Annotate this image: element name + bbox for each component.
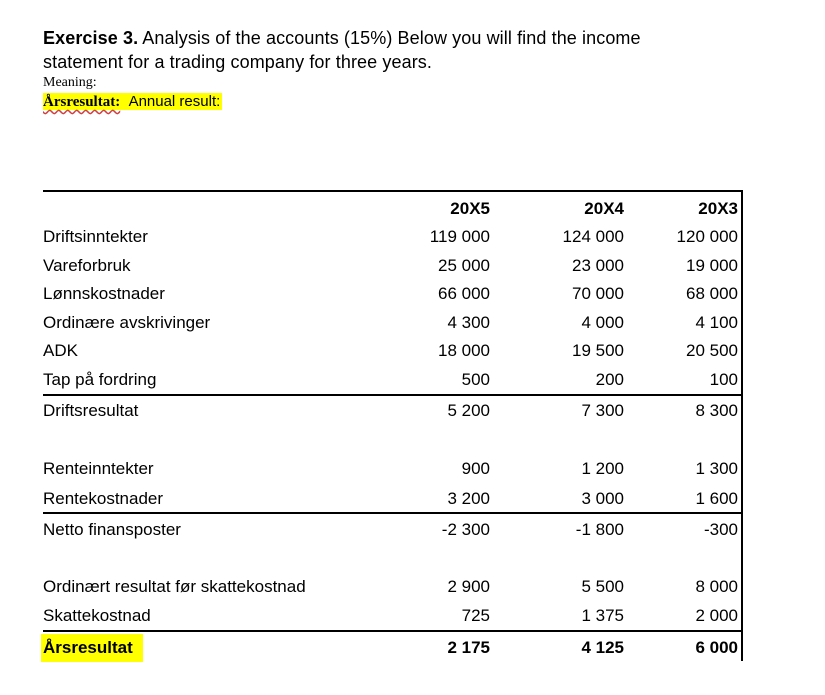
total-divider (43, 630, 743, 632)
table-row (43, 573, 743, 601)
cell-value: 6 000 (695, 638, 738, 657)
cell-value: 900 (461, 459, 490, 478)
exercise-label: Exercise 3. (43, 28, 139, 48)
cell-value: 2 000 (695, 606, 738, 625)
row-label: Vareforbruk (43, 256, 131, 275)
cell-value: 725 (461, 606, 490, 625)
cell-value: 120 000 (676, 227, 738, 246)
cell-value: 500 (461, 370, 490, 389)
year-header-row (43, 195, 743, 223)
cell-value: 19 500 (572, 341, 624, 360)
row-label: Driftsinntekter (43, 227, 148, 246)
cell-value: 70 000 (572, 284, 624, 303)
year-header: 20X5 (450, 199, 490, 218)
cell-value: 100 (709, 370, 738, 389)
table-row (43, 455, 743, 483)
table-row (43, 337, 743, 365)
term-norwegian: Årsresultat: (43, 94, 121, 110)
cell-value: 23 000 (572, 256, 624, 275)
row-label: Lønnskostnader (43, 284, 165, 303)
cell-value: 25 000 (438, 256, 490, 275)
table-row (43, 485, 743, 513)
term-english: Annual result: (128, 93, 221, 110)
year-header: 20X4 (584, 199, 624, 218)
row-label: Netto finansposter (43, 520, 181, 539)
cell-value: 1 300 (695, 459, 738, 478)
meaning-label: Meaning: (43, 75, 97, 90)
term-highlight (43, 93, 222, 110)
row-label: Renteinntekter (43, 459, 154, 478)
exercise-title-text: Analysis of the accounts (15%) Below you will find the income (142, 28, 641, 48)
cell-value: 8 300 (695, 401, 738, 420)
cell-value: 4 300 (447, 313, 490, 332)
cell-value: -2 300 (441, 520, 490, 539)
table-row (43, 223, 743, 251)
row-label: Skattekostnad (43, 606, 151, 625)
table-row (43, 252, 743, 280)
cell-value: 1 375 (581, 606, 624, 625)
table-row (43, 602, 743, 630)
cell-value: 18 000 (438, 341, 490, 360)
cell-value: 124 000 (562, 227, 624, 246)
table-row (43, 366, 743, 394)
annual-result-row (43, 634, 743, 662)
cell-value: 8 000 (695, 577, 738, 596)
subtotal-divider (43, 394, 743, 396)
cell-value: 68 000 (686, 284, 738, 303)
table-row (43, 397, 743, 425)
row-label: Tap på fordring (43, 370, 157, 389)
term-definition (43, 93, 753, 111)
cell-value: -300 (703, 520, 738, 539)
cell-value: 1 200 (581, 459, 624, 478)
row-label: Ordinære avskrivinger (43, 313, 211, 332)
cell-value: 20 500 (686, 341, 738, 360)
exercise-header (43, 26, 753, 111)
cell-value: 3 200 (447, 489, 490, 508)
cell-value: 4 125 (581, 638, 624, 657)
row-label: Driftsresultat (43, 401, 139, 420)
annual-result-label: Årsresultat (41, 634, 143, 662)
cell-value: 2 900 (447, 577, 490, 596)
row-label: ADK (43, 341, 78, 360)
cell-value: 5 500 (581, 577, 624, 596)
cell-value: -1 800 (575, 520, 624, 539)
cell-value: 5 200 (447, 401, 490, 420)
cell-value: 119 000 (429, 227, 490, 246)
income-statement-table (43, 190, 743, 661)
exercise-title-line2: statement for a trading company for three years. (43, 52, 432, 72)
cell-value: 7 300 (581, 401, 624, 420)
row-label: Ordinært resultat før skattekostnad (43, 577, 306, 596)
table-row (43, 309, 743, 337)
exercise-title (43, 26, 753, 50)
table-row (43, 516, 743, 544)
cell-value: 19 000 (686, 256, 738, 275)
cell-value: 3 000 (581, 489, 624, 508)
cell-value: 4 100 (695, 313, 738, 332)
table-top-border (43, 190, 743, 192)
cell-value: 2 175 (447, 638, 490, 657)
table-row (43, 280, 743, 308)
cell-value: 1 600 (695, 489, 738, 508)
cell-value: 4 000 (581, 313, 624, 332)
cell-value: 66 000 (438, 284, 490, 303)
subtotal-divider (43, 512, 743, 514)
row-label: Rentekostnader (43, 489, 164, 508)
cell-value: 200 (595, 370, 624, 389)
year-header: 20X3 (698, 199, 738, 218)
